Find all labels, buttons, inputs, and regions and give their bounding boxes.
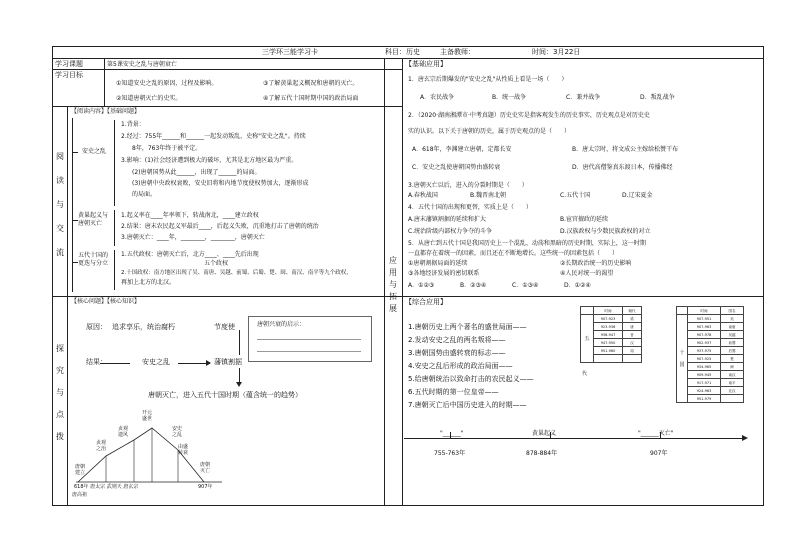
topic-label: 学习课题: [55, 60, 83, 68]
timeline-year-2: 878-884年: [526, 450, 558, 457]
wudai-label: 五代十国的更迭与分立: [78, 252, 109, 267]
wudai-content: 1.五代政权：唐朝灭亡后，北方____、____先后出现 五个政权 2.十国政权：南方地区出现了吴、南唐、吴越、前蜀、后蜀、楚、闽、南汉、南平等九个政权， 再加上北方的北汉。: [121, 251, 352, 286]
worksheet-title: 三学环三能学习卡: [262, 48, 318, 56]
huangchao-content: 1.起义率在____年率领下，转战南北，____建立政权 2.结果：唐末农民起义军最后____，后起义失败，沉重地打击了唐朝的统治 3.唐朝灭亡：____年，________，________，唐朝灭亡: [121, 212, 319, 241]
goal-4: ④了解五代十国时期中国的政治局面: [263, 95, 359, 102]
topic-value: 第5课安史之乱与唐朝衰亡: [107, 61, 177, 68]
y907-label: 907年: [198, 484, 213, 490]
q3: 3.唐朝灭亡以后，进入的分裂时期是（ ）: [408, 182, 528, 189]
goal-1: ①知道安史之乱的原因、过程及影响。: [116, 80, 218, 87]
decline-label: 由盛 转衰: [178, 444, 189, 456]
anshi-label: 安史之乱: [82, 148, 107, 155]
end-text: 唐朝灭亡，进入五代十国时期（蕴含统一的趋势）: [148, 391, 302, 399]
zhenguan-label: 贞观 之治: [96, 440, 107, 452]
section-comprehensive-title: 【综合应用】: [405, 298, 447, 306]
lesson-box-title: 唐朝兴衰的启示：: [257, 321, 306, 328]
section-basic-title: 【基础应用】: [405, 60, 447, 68]
goal-2: ②知道唐朝灭亡的史实。: [116, 95, 182, 102]
huangchao-label: 黄巢起义与唐朝灭亡: [78, 212, 109, 227]
goal-box: [108, 75, 398, 103]
section-reading-title: 【阅读内容】【基础问题】: [71, 108, 141, 115]
five-dynasties-table: 时间 朝代 五 907-923 梁 923-936 唐 936-947 晋 947-950 汉 951-960 周 代 时间 国名 十 国 907-951 吴 907-963 南唐 907-978 吴越 902-937 前蜀 937-975 后蜀 907-925 楚 934-965 闽 909-945 南汉 917-971 南平 924-963 北汉 951-979: [580, 306, 758, 402]
peak-label: 开元 盛世: [142, 410, 153, 422]
founded-label: 唐朝 建立: [75, 464, 86, 476]
reason-text: 追求享乐，统治腐朽: [112, 323, 175, 331]
goal-label: 学习目标: [55, 71, 83, 79]
fallen-label: 唐朝 灭亡: [200, 462, 211, 474]
gaozu-label: 唐高祖: [72, 492, 88, 498]
timeline-label-2: 黄巢起义: [532, 430, 557, 437]
timeline-label-1: "______": [440, 430, 464, 437]
goal-3: ③了解黄巢起义概况和唐朝的灭亡。: [263, 80, 359, 87]
anshi-peak-label: 安史 之乱: [172, 426, 183, 438]
q4: 4．五代十国的出现和更替，实质上是（ ）: [408, 204, 532, 211]
reason-text-2: 节度使: [214, 323, 235, 331]
q2: 2．（2020·湖南湘潭市·中考真题）历史史实是指客观发生的历史事实，历史观点是对历史史: [408, 112, 650, 119]
lesson-box[interactable]: [248, 316, 372, 362]
anshi-content: 1.背景： 2.经过：755年______和______一起发动叛乱，史称"安史之乱"。持续 8年，763年终于被平定。 3.影响：(1)社会经济遭到极大的破坏，尤其是北方地区最为严重。 (2)唐朝国势从此______，出现了______的局面。 (3)唐朝中央政权衰败，安史旧将和内地节度使权势加大，逐渐形成 的局面。: [121, 121, 309, 198]
date: 时间：3月22日: [532, 48, 581, 56]
result-label: 结果：: [86, 358, 107, 366]
q1: 1．唐玄宗后期爆发的"安史之乱"从性质上看是一场（ ）: [408, 76, 568, 83]
section-core-title: 【核心问题】【核心知识】: [71, 298, 141, 305]
fanzhen-label: 藩镇割据: [214, 358, 242, 366]
timeline-label-3: "______灭亡": [638, 430, 674, 437]
timeline-year-1: 755-763年: [434, 450, 466, 457]
q5: 5．从唐亡到五代十国是我国历史上一个混乱、动荡和黑暗的历史时期，实际上，这一时期: [408, 240, 646, 247]
subject: 科目：历史: [385, 48, 420, 56]
years-label: 618年 唐太宗 武则天 唐玄宗: [74, 484, 139, 490]
timeline: [404, 428, 756, 462]
teacher: 主备教师：: [440, 48, 475, 56]
timeline-year-3: 907年: [650, 450, 668, 457]
reason-label: 原因：: [86, 323, 107, 331]
anshi-box-label: 安史之乱: [142, 358, 170, 366]
zhenguan2-label: 贞观 遗风: [118, 426, 129, 438]
